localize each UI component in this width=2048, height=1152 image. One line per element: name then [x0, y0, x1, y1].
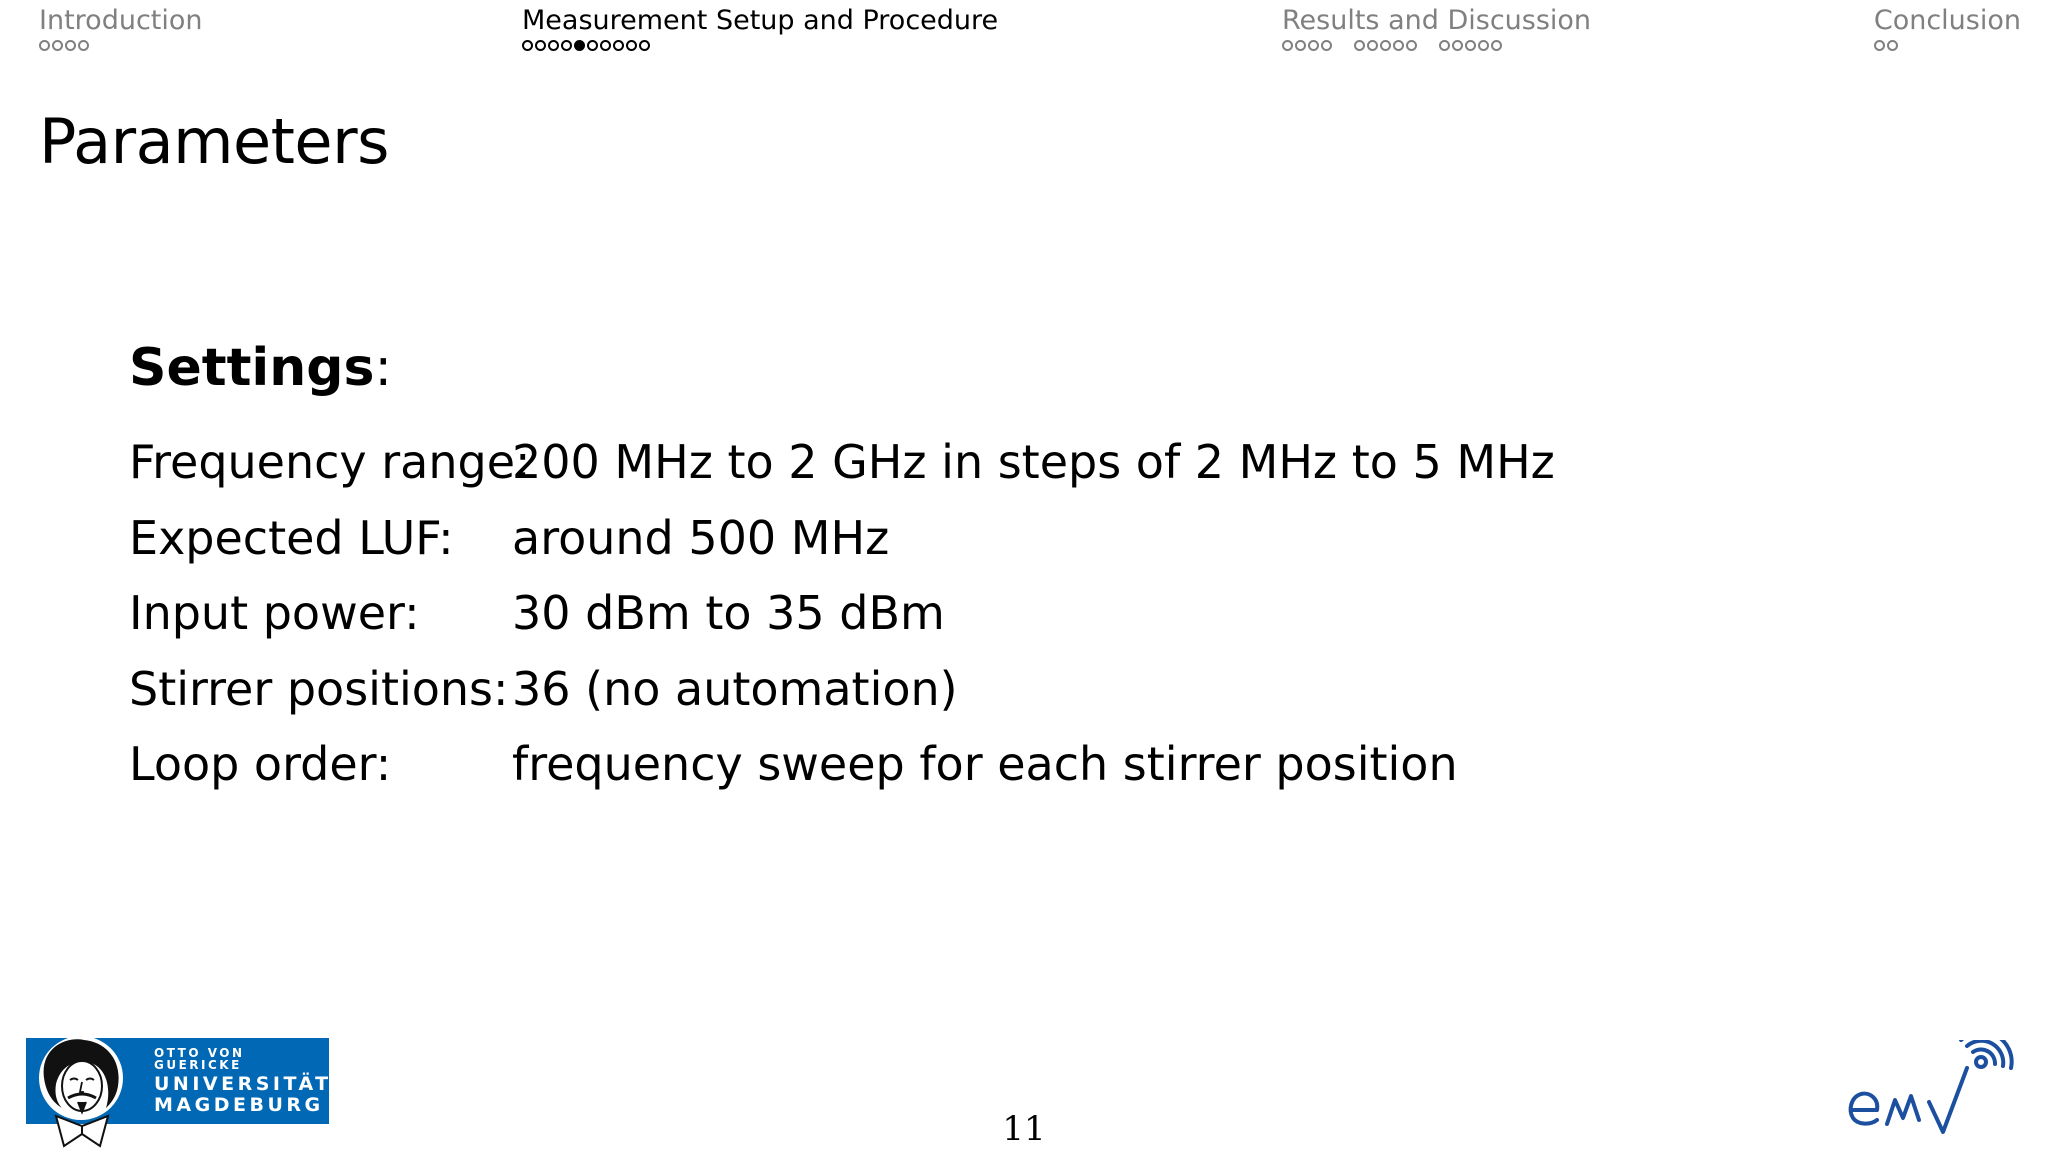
nav-section-introduction[interactable] [39, 6, 203, 51]
subsection-dot[interactable] [1367, 40, 1378, 51]
subsection-dot[interactable] [1439, 40, 1450, 51]
parameter-row [129, 652, 1555, 728]
subsection-dot[interactable] [1887, 40, 1898, 51]
subsection-dot[interactable] [600, 40, 611, 51]
parameter-row [129, 727, 1555, 803]
parameter-value: 200 MHz to 2 GHz in steps of 2 MHz to 5 MHz [512, 435, 1555, 489]
nav-dots [39, 40, 203, 51]
parameter-row [129, 501, 1555, 577]
parameter-key: Loop order: [129, 737, 392, 791]
nav-label[interactable]: Conclusion [1873, 5, 2021, 36]
nav-dots [1874, 40, 2021, 51]
current-slide-dot[interactable] [574, 40, 585, 51]
nav-section-measurement-setup[interactable] [522, 6, 998, 51]
frame-title: Parameters [39, 105, 389, 178]
subsection-dot[interactable] [613, 40, 624, 51]
subsection-dot[interactable] [1321, 40, 1332, 51]
guericke-portrait-icon [26, 1038, 136, 1148]
parameter-value: around 500 MHz [512, 510, 890, 565]
parameter-key: Input power: [129, 586, 420, 640]
parameter-value: 30 dBm to 35 dBm [512, 586, 945, 640]
nav-section-conclusion[interactable] [1874, 6, 2021, 51]
subsection-dot[interactable] [1354, 40, 1365, 51]
subsection-dot[interactable] [587, 40, 598, 51]
subsection-dot[interactable] [65, 40, 76, 51]
subsection-dot[interactable] [626, 40, 637, 51]
nav-label[interactable]: Results and Discussion [1282, 5, 1592, 36]
subsection-dot[interactable] [1406, 40, 1417, 51]
settings-heading [129, 338, 392, 398]
subsection-dot[interactable] [561, 40, 572, 51]
subsection-dot[interactable] [1282, 40, 1293, 51]
subsection-dot[interactable] [1380, 40, 1391, 51]
subsection-dot[interactable] [1874, 40, 1885, 51]
nav-label[interactable]: Measurement Setup and Procedure [522, 5, 999, 36]
subsection-dot[interactable] [1491, 40, 1502, 51]
nav-section-results[interactable] [1282, 6, 1591, 51]
subsection-dot[interactable] [1452, 40, 1463, 51]
dot-group [1874, 40, 1900, 51]
subsection-dot[interactable] [1393, 40, 1404, 51]
subsection-dot[interactable] [1295, 40, 1306, 51]
settings-label: Settings [129, 338, 375, 398]
parameter-value: frequency sweep for each stirrer position [512, 737, 1458, 791]
settings-colon: : [374, 338, 392, 398]
nav-dots [1282, 40, 1591, 51]
subsection-dot[interactable] [1465, 40, 1476, 51]
dot-group [522, 40, 652, 51]
subsection-dot[interactable] [548, 40, 559, 51]
nav-dots [522, 40, 998, 51]
parameter-key: Expected LUF: [129, 510, 454, 565]
subsection-dot[interactable] [1478, 40, 1489, 51]
emv-signal-icon [1845, 1040, 2025, 1142]
parameter-row [129, 576, 1555, 652]
subsection-dot[interactable] [78, 40, 89, 51]
university-line3: MAGDEBURG [154, 1094, 324, 1116]
parameter-key: Frequency range: [129, 435, 531, 489]
parameter-value: 36 (no automation) [512, 661, 958, 716]
parameter-key: Stirrer positions: [129, 661, 509, 716]
subsection-dot[interactable] [522, 40, 533, 51]
subsection-dot[interactable] [535, 40, 546, 51]
university-line2: UNIVERSITÄT [154, 1073, 332, 1095]
university-line1: OTTO VON GUERICKE [154, 1046, 245, 1072]
subsection-dot[interactable] [52, 40, 63, 51]
university-logo [26, 1038, 332, 1124]
dot-group [1282, 40, 1334, 51]
subsection-dot[interactable] [39, 40, 50, 51]
parameter-table [129, 425, 1555, 803]
dot-group [39, 40, 91, 51]
subsection-dot[interactable] [639, 40, 650, 51]
subsection-dot[interactable] [1308, 40, 1319, 51]
university-name [154, 1047, 332, 1115]
dot-group [1439, 40, 1504, 51]
nav-label[interactable]: Introduction [39, 5, 203, 36]
page-number: 11 [1002, 1109, 1046, 1149]
dot-group [1354, 40, 1419, 51]
parameter-row [129, 425, 1555, 501]
emv-logo [1845, 1040, 2025, 1142]
